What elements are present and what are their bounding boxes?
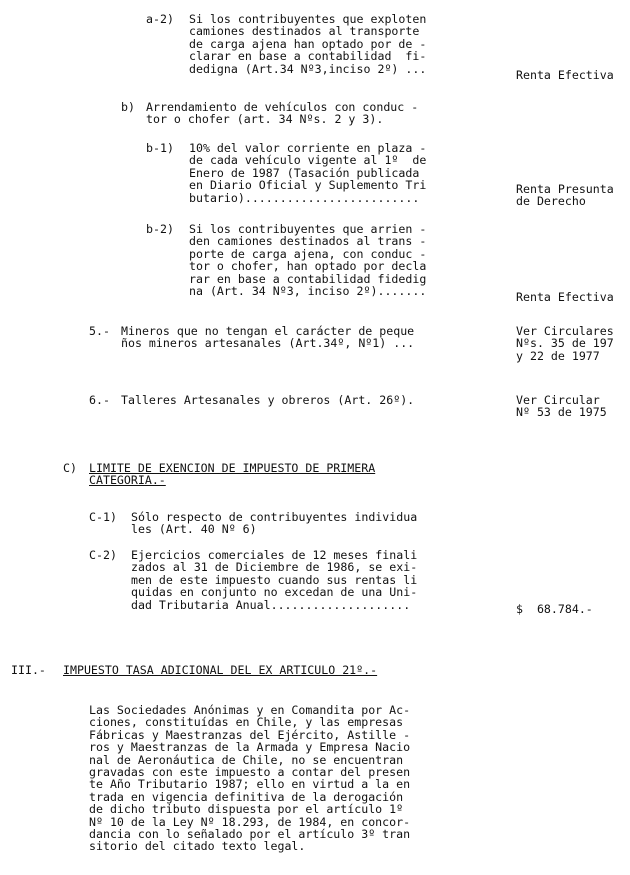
section-iii-label: III.- (11, 663, 46, 677)
item-5-text: Mineros que no tengan el carácter de peque ños mineros artesanales (Art.34º, Nº1) ... (121, 324, 415, 351)
item-b2-text: Si los contribuyentes que arrien - den camiones destinados al trans - porte de carga ajena, con conduc - tor o chofer, han optado por decla rar en base a contabilidad fidedig na (Art. 34 Nº3, inciso 2º)....... (189, 222, 427, 299)
item-b2-label: b-2) (146, 222, 174, 236)
item-b1-note: Renta Presunta de Derecho (516, 182, 614, 209)
item-5-note: Ver Circulares Nºs. 35 de 197 y 22 de 1977 (516, 324, 614, 363)
item-6-note: Ver Circular Nº 53 de 1975 (516, 393, 607, 420)
item-b2-note: Renta Efectiva (516, 290, 614, 304)
item-b-text: Arrendamiento de vehículos con conduc - tor o chofer (art. 34 Nºs. 2 y 3). (146, 100, 419, 127)
item-a2-text: Si los contribuyentes que exploten camiones destinados al transporte de carga ajena han optado por de - clarar en base a contabilidad fi- dedigna (Art.34 Nº3,inciso 2º) ... (189, 12, 427, 76)
item-c2-amount: $ 68.784.- (516, 602, 593, 616)
section-c-title: LIMITE DE EXENCION DE IMPUESTO DE PRIMERA CATEGORIA.- (89, 461, 376, 488)
section-iii-title: IMPUESTO TASA ADICIONAL DEL EX ARTICULO 21º.- (63, 663, 378, 677)
section-c-label: C) (63, 461, 77, 475)
item-6-text: Talleres Artesanales y obreros (Art. 26º). (121, 393, 415, 407)
item-6-label: 6.- (89, 393, 110, 407)
item-c1-label: C-1) (89, 510, 117, 524)
item-c2-text: Ejercicios comerciales de 12 meses finali zados al 31 de Diciembre de 1986, se exi- men de este impuesto cuando sus rentas li quidas en conjunto no excedan de una Uni- dad Tributaria Anual.................... (131, 548, 418, 612)
item-b-label: b) (121, 100, 135, 114)
item-a2-note: Renta Efectiva (516, 68, 614, 82)
item-b1-text: 10% del valor corriente en plaza - de cada vehículo vigente al 1º de Enero de 1987 (Tasación publicada en Diario Oficial y Suplemento Tri butario)......................... (189, 141, 427, 205)
section-iii-body: Las Sociedades Anónimas y en Comandita por Ac- ciones, constituídas en Chile, y las empresas Fábricas y Maestranzas del Ejército, Astille - ros y Maestranzas de la Armada y Empresa Nacio nal de Aeronáutica de Chile, no se encuentran gravadas con este impuesto a contar del presen te Año Tributario 1987; ello en virtud a la en trada en vigencia definitiva de la derogación de dicho tributo dispuesta por el artículo 1º Nº 10 de la Ley Nº 18.293, de 1984, en concor- dancia con lo señalado por el artículo 3º tran sitorio del citado texto legal. (89, 703, 411, 854)
item-b1-label: b-1) (146, 141, 174, 155)
item-c1-text: Sólo respecto de contribuyentes individua les (Art. 40 Nº 6) (131, 510, 418, 537)
item-5-label: 5.- (89, 324, 110, 338)
item-a2-label: a-2) (146, 12, 174, 26)
item-c2-label: C-2) (89, 548, 117, 562)
